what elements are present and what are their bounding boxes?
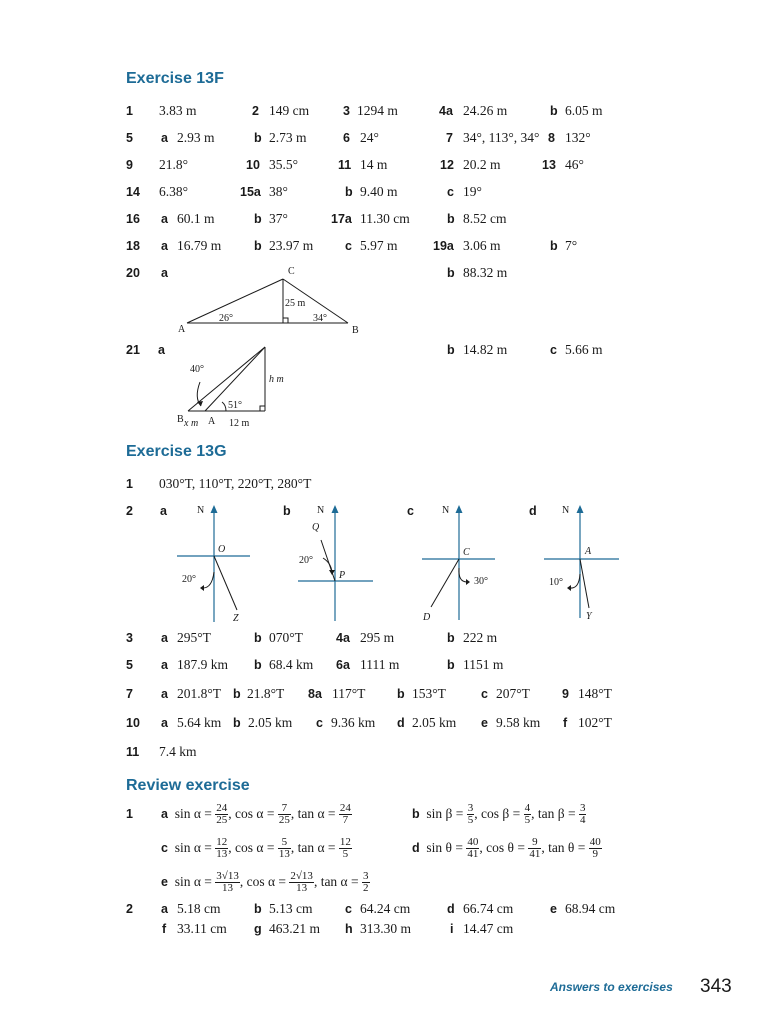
denominator: 25 bbox=[278, 814, 290, 827]
q-number: 11 bbox=[338, 158, 352, 172]
answer: 46° bbox=[565, 157, 584, 172]
answer: 295 m bbox=[360, 630, 395, 645]
part-label: b bbox=[412, 807, 420, 821]
answer: 64.24 cm bbox=[360, 901, 411, 916]
fraction bbox=[339, 837, 352, 860]
part-label: c bbox=[481, 687, 488, 701]
part-label: b bbox=[233, 716, 241, 730]
answer: 2.93 m bbox=[177, 130, 215, 145]
part-label: a bbox=[158, 343, 165, 357]
part-label: b bbox=[550, 239, 558, 253]
numerator: 3 bbox=[467, 802, 474, 815]
q-number: 2 bbox=[252, 104, 259, 118]
part-label: e bbox=[161, 875, 168, 889]
q-number: 6a bbox=[336, 658, 350, 672]
fraction bbox=[215, 803, 228, 826]
fraction bbox=[339, 803, 352, 826]
part-label: c bbox=[316, 716, 323, 730]
fraction bbox=[278, 837, 291, 860]
denominator: 13 bbox=[278, 848, 290, 861]
answer: 1111 m bbox=[360, 657, 400, 672]
part-label: d bbox=[529, 504, 537, 518]
part-label: a bbox=[161, 902, 168, 916]
trig-ratio-d bbox=[412, 833, 602, 863]
answer: 68.4 km bbox=[269, 657, 314, 672]
answer: 21.8° bbox=[159, 157, 189, 172]
q-number: 14 bbox=[126, 185, 140, 199]
point-label-p: P bbox=[339, 570, 346, 581]
answer: 148°T bbox=[578, 686, 612, 701]
trig-ratio-a bbox=[161, 799, 352, 829]
point-label-a: A bbox=[585, 546, 592, 557]
point-label-q: Q bbox=[312, 522, 320, 533]
answer: 5.13 cm bbox=[269, 901, 313, 916]
answer: 153°T bbox=[412, 686, 446, 701]
answer: 68.94 cm bbox=[565, 901, 616, 916]
q-number: 2 bbox=[126, 504, 133, 518]
q-number: 16 bbox=[126, 212, 140, 226]
q-number: 8 bbox=[548, 131, 555, 145]
text: , cos β = bbox=[474, 806, 521, 821]
answer: 5.18 cm bbox=[177, 901, 221, 916]
q-number: 4a bbox=[439, 104, 453, 118]
part-label: b bbox=[447, 343, 455, 357]
denominator: 13 bbox=[216, 848, 228, 861]
text: , cos α = bbox=[228, 840, 275, 855]
fraction bbox=[215, 837, 228, 860]
base-label: 12 m bbox=[229, 418, 250, 429]
answer: 070°T bbox=[269, 630, 303, 645]
answer: 24° bbox=[360, 130, 379, 145]
part-label: a bbox=[160, 504, 167, 518]
numerator: 5 bbox=[278, 837, 291, 849]
answer: 60.1 m bbox=[177, 211, 215, 226]
numerator: 3 bbox=[579, 802, 586, 815]
answer: 7.4 km bbox=[159, 744, 197, 759]
q-number: 10 bbox=[246, 158, 260, 172]
denominator: 5 bbox=[467, 814, 474, 827]
numerator: 7 bbox=[278, 803, 291, 815]
answer: 21.8°T bbox=[247, 686, 285, 701]
numerator: 12 bbox=[339, 836, 351, 849]
q-number: 5 bbox=[126, 131, 133, 145]
part-label: h bbox=[345, 922, 353, 936]
answer: 14.47 cm bbox=[463, 921, 514, 936]
part-label: c bbox=[550, 343, 557, 357]
vertex-label-a: A bbox=[178, 324, 186, 335]
vertex-label-b: B bbox=[352, 325, 359, 336]
numerator: 40 bbox=[589, 836, 601, 849]
text: sin β = bbox=[426, 806, 464, 821]
angle-label-a: 26° bbox=[219, 313, 233, 324]
fraction bbox=[289, 871, 314, 894]
q-number: 13 bbox=[542, 158, 556, 172]
point-label-o: O bbox=[218, 544, 226, 555]
answer: 187.9 km bbox=[177, 657, 229, 672]
heading-review-exercise: Review exercise bbox=[126, 777, 250, 794]
part-label: c bbox=[407, 504, 414, 518]
answer: 6.38° bbox=[159, 184, 189, 199]
answer: 222 m bbox=[463, 630, 498, 645]
height-label: 25 m bbox=[285, 298, 306, 309]
angle-label-b: 34° bbox=[313, 313, 327, 324]
text: , cos θ = bbox=[479, 840, 525, 855]
denominator: 7 bbox=[342, 814, 349, 827]
answer: 16.79 m bbox=[177, 238, 222, 253]
answer: 201.8°T bbox=[177, 686, 222, 701]
answer: 35.5° bbox=[269, 157, 299, 172]
answer: 14 m bbox=[360, 157, 388, 172]
numerator: 24 bbox=[216, 802, 228, 815]
part-label: b bbox=[233, 687, 241, 701]
answer: 9.58 km bbox=[496, 715, 541, 730]
part-label: a bbox=[161, 807, 168, 821]
numerator: 4 bbox=[524, 802, 531, 815]
part-label: b bbox=[254, 131, 262, 145]
numerator: 3 bbox=[363, 870, 369, 883]
answer: 9.36 km bbox=[331, 715, 376, 730]
part-label: e bbox=[481, 716, 488, 730]
q-number: 3 bbox=[126, 631, 133, 645]
answer: 207°T bbox=[496, 686, 530, 701]
text: sin α = bbox=[174, 806, 212, 821]
distance-label-x: x m bbox=[184, 418, 199, 429]
point-label-y: Y bbox=[586, 611, 592, 622]
numerator: 40 bbox=[467, 836, 479, 849]
text: , tan α = bbox=[313, 874, 359, 889]
text: , cos α = bbox=[228, 806, 275, 821]
angle-label: 10° bbox=[549, 577, 563, 588]
angle-label: 20° bbox=[182, 574, 196, 585]
answer: 1294 m bbox=[357, 103, 398, 118]
q-number: 8a bbox=[308, 687, 322, 701]
answer: 3.83 m bbox=[159, 103, 197, 118]
answer: 2.05 km bbox=[248, 715, 293, 730]
text: , tan β = bbox=[531, 806, 576, 821]
q-number: 1 bbox=[126, 807, 133, 821]
denominator: 41 bbox=[529, 848, 541, 861]
denominator: 13 bbox=[296, 882, 308, 895]
bearing-diagram-d bbox=[540, 500, 630, 625]
q-number: 7 bbox=[446, 131, 453, 145]
fraction bbox=[278, 803, 291, 826]
footer-section-label: Answers to exercises bbox=[550, 980, 673, 994]
answer: 23.97 m bbox=[269, 238, 314, 253]
q-number: 7 bbox=[126, 687, 133, 701]
vertex-label-b: B bbox=[177, 414, 184, 425]
q-number: 12 bbox=[440, 158, 454, 172]
part-label: b bbox=[397, 687, 405, 701]
north-label: N bbox=[317, 505, 325, 516]
answer: 030°T, 110°T, 220°T, 280°T bbox=[159, 476, 312, 491]
vertex-label-a: A bbox=[208, 416, 216, 427]
part-label: f bbox=[162, 922, 167, 936]
text: , tan α = bbox=[290, 806, 336, 821]
trig-ratio-e bbox=[161, 867, 370, 897]
q-number: 18 bbox=[126, 239, 140, 253]
answer: 8.52 cm bbox=[463, 211, 507, 226]
q-number: 3 bbox=[343, 104, 350, 118]
fraction bbox=[466, 837, 479, 860]
answer: 2.73 m bbox=[269, 130, 307, 145]
heading-exercise-13g: Exercise 13G bbox=[126, 443, 227, 460]
text: , cos α = bbox=[239, 874, 287, 889]
denominator: 4 bbox=[579, 814, 586, 827]
part-label: b bbox=[447, 266, 455, 280]
numerator: 24 bbox=[339, 802, 351, 815]
angle-label-40: 40° bbox=[190, 364, 204, 375]
answer: 6.05 m bbox=[565, 103, 603, 118]
denominator: 41 bbox=[467, 848, 479, 861]
answer: 24.26 m bbox=[463, 103, 508, 118]
part-label: a bbox=[161, 687, 168, 701]
answer: 11.30 cm bbox=[360, 211, 410, 226]
part-label: b bbox=[550, 104, 558, 118]
text: sin θ = bbox=[426, 840, 463, 855]
part-label: b bbox=[254, 902, 262, 916]
answer: 5.64 km bbox=[177, 715, 222, 730]
part-label: a bbox=[161, 212, 168, 226]
part-label: a bbox=[161, 631, 168, 645]
fraction bbox=[362, 871, 370, 894]
q-number: 10 bbox=[126, 716, 140, 730]
q-number: 6 bbox=[343, 131, 350, 145]
denominator: 5 bbox=[342, 848, 349, 861]
part-label: d bbox=[447, 902, 455, 916]
q-number: 1 bbox=[126, 477, 133, 491]
answer: 2.05 km bbox=[412, 715, 457, 730]
q-number: 11 bbox=[126, 745, 140, 759]
point-label-z: Z bbox=[233, 613, 239, 624]
answer: 313.30 m bbox=[360, 921, 412, 936]
answer: 14.82 m bbox=[463, 342, 508, 357]
part-label: e bbox=[550, 902, 557, 916]
answer: 102°T bbox=[578, 715, 612, 730]
part-label: a bbox=[161, 131, 168, 145]
fraction bbox=[215, 871, 240, 894]
part-label: b bbox=[283, 504, 291, 518]
part-label: b bbox=[345, 185, 353, 199]
north-label: N bbox=[442, 505, 450, 516]
point-label-d: D bbox=[423, 612, 431, 623]
numerator: 12 bbox=[216, 836, 228, 849]
vertex-label-c: C bbox=[288, 266, 295, 277]
numerator: 3√13 bbox=[216, 870, 239, 883]
denominator: 9 bbox=[592, 848, 599, 861]
angle-label: 20° bbox=[299, 555, 313, 566]
fraction bbox=[524, 803, 532, 826]
part-label: b bbox=[254, 631, 262, 645]
angle-label-51: 51° bbox=[228, 400, 242, 411]
part-label: b bbox=[447, 212, 455, 226]
answer: 3.06 m bbox=[463, 238, 501, 253]
heading-exercise-13f: Exercise 13F bbox=[126, 70, 224, 87]
triangle-diagram-q21 bbox=[170, 340, 284, 432]
bearing-diagram-a bbox=[170, 500, 260, 625]
q-number: 15a bbox=[240, 185, 261, 199]
q-number: 4a bbox=[336, 631, 350, 645]
part-label: b bbox=[254, 212, 262, 226]
answer: 295°T bbox=[177, 630, 211, 645]
fraction bbox=[579, 803, 587, 826]
triangle-diagram-q20 bbox=[170, 262, 370, 340]
numerator: 9 bbox=[528, 837, 541, 849]
denominator: 2 bbox=[363, 882, 369, 895]
denominator: 5 bbox=[524, 814, 531, 827]
angle-label: 30° bbox=[474, 576, 488, 587]
north-label: N bbox=[197, 505, 205, 516]
q-number: 19a bbox=[433, 239, 454, 253]
answer: 1151 m bbox=[463, 657, 504, 672]
part-label: d bbox=[412, 841, 420, 855]
height-label: h m bbox=[269, 374, 284, 385]
answer: 34°, 113°, 34° bbox=[463, 130, 540, 145]
part-label: d bbox=[397, 716, 405, 730]
part-label: g bbox=[254, 922, 262, 936]
q-number: 1 bbox=[126, 104, 133, 118]
part-label: f bbox=[563, 716, 568, 730]
part-label: a bbox=[161, 239, 168, 253]
trig-ratio-b bbox=[412, 799, 586, 829]
answer: 88.32 m bbox=[463, 265, 508, 280]
part-label: c bbox=[345, 239, 352, 253]
part-label: i bbox=[450, 922, 454, 936]
q-number: 17a bbox=[331, 212, 352, 226]
q-number: 9 bbox=[126, 158, 133, 172]
q-number: 2 bbox=[126, 902, 133, 916]
part-label: b bbox=[254, 239, 262, 253]
part-label: c bbox=[447, 185, 454, 199]
part-label: b bbox=[254, 658, 262, 672]
q-number: 20 bbox=[126, 266, 140, 280]
answer: 7° bbox=[565, 238, 578, 253]
answer: 38° bbox=[269, 184, 288, 199]
answer: 9.40 m bbox=[360, 184, 398, 199]
part-label: c bbox=[345, 902, 352, 916]
answer: 37° bbox=[269, 211, 288, 226]
part-label: b bbox=[447, 631, 455, 645]
answer: 149 cm bbox=[269, 103, 310, 118]
q-number: 5 bbox=[126, 658, 133, 672]
text: , tan α = bbox=[290, 840, 336, 855]
numerator: 2√13 bbox=[290, 870, 313, 883]
point-label-c: C bbox=[463, 547, 470, 558]
answer: 5.66 m bbox=[565, 342, 603, 357]
answer: 117°T bbox=[332, 686, 366, 701]
part-label: a bbox=[161, 266, 168, 280]
answer: 5.97 m bbox=[360, 238, 398, 253]
trig-ratio-c bbox=[161, 833, 352, 863]
text: , tan θ = bbox=[541, 840, 586, 855]
text: sin α = bbox=[174, 874, 212, 889]
answer: 19° bbox=[463, 184, 482, 199]
answer: 132° bbox=[565, 130, 591, 145]
q-number: 9 bbox=[562, 687, 569, 701]
denominator: 13 bbox=[222, 882, 234, 895]
north-label: N bbox=[562, 505, 570, 516]
part-label: c bbox=[161, 841, 168, 855]
fraction bbox=[528, 837, 541, 860]
text: sin α = bbox=[174, 840, 212, 855]
fraction bbox=[589, 837, 602, 860]
denominator: 25 bbox=[216, 814, 228, 827]
bearing-diagram-b bbox=[295, 500, 385, 625]
answer: 33.11 cm bbox=[177, 921, 227, 936]
answer: 20.2 m bbox=[463, 157, 501, 172]
answer: 463.21 m bbox=[269, 921, 321, 936]
part-label: a bbox=[161, 716, 168, 730]
page-number: 343 bbox=[700, 976, 732, 997]
part-label: b bbox=[447, 658, 455, 672]
q-number: 21 bbox=[126, 343, 140, 357]
bearing-diagram-c bbox=[420, 500, 510, 625]
part-label: a bbox=[161, 658, 168, 672]
answer: 66.74 cm bbox=[463, 901, 514, 916]
